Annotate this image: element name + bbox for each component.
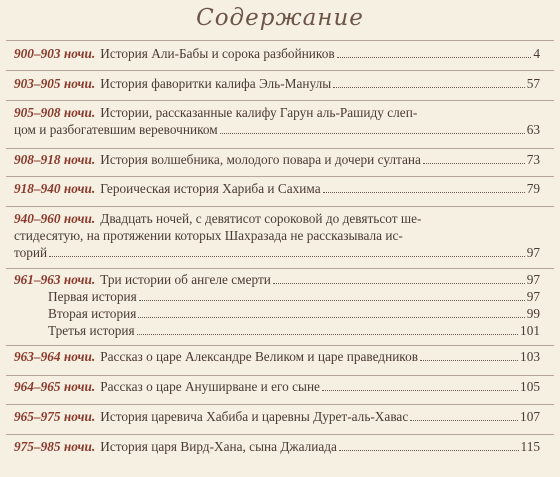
story-title: Рассказ о царе Ануширване и его сыне [100, 379, 320, 394]
toc-entry[interactable] [14, 104, 540, 138]
leader-dots [323, 192, 525, 193]
leader-dots [339, 450, 519, 451]
toc-entry[interactable] [14, 438, 540, 455]
leader-dots [423, 163, 525, 164]
divider [6, 100, 554, 101]
leader-dots [49, 256, 525, 257]
story-title-line: Истории, рассказанные калифу Гарун аль-Рашиду слеп- [100, 105, 418, 120]
sub-entry[interactable] [14, 305, 540, 322]
sub-entry[interactable] [14, 322, 540, 339]
toc-entry[interactable] [14, 378, 540, 395]
nights-range: 903–905 ночи. [14, 76, 96, 91]
page-number: 115 [520, 439, 540, 454]
story-title-line: цом и разбогатевшим веревочником [14, 122, 218, 137]
nights-range: 940–960 ночи. [14, 211, 96, 226]
page-number: 105 [520, 379, 540, 394]
sub-title: Вторая история [48, 306, 137, 321]
divider [6, 206, 554, 207]
page-title: Содержание [196, 5, 364, 31]
nights-range: 963–964 ночи. [14, 349, 96, 364]
page-number: 73 [526, 152, 540, 167]
story-title: История Али-Бабы и сорока разбойников [100, 46, 335, 61]
page-number: 4 [533, 46, 540, 61]
divider [6, 434, 554, 435]
page-number: 107 [520, 409, 540, 424]
nights-range: 964–965 ночи. [14, 379, 96, 394]
sub-title: Первая история [48, 289, 137, 304]
leader-dots [410, 420, 518, 421]
nights-range: 905–908 ночи. [14, 105, 96, 120]
leader-dots [220, 133, 525, 134]
leader-dots [137, 334, 518, 335]
nights-range: 965–975 ночи. [14, 409, 96, 424]
page-number: 99 [526, 306, 540, 321]
leader-dots [139, 300, 525, 301]
toc-entry[interactable] [14, 180, 540, 197]
leader-dots [138, 317, 524, 318]
page-number: 97 [526, 289, 540, 304]
divider [6, 176, 554, 177]
story-title: Героическая история Хариба и Сахима [100, 181, 321, 196]
divider [6, 148, 554, 149]
toc-entry[interactable] [14, 45, 540, 62]
toc-entry[interactable] [14, 408, 540, 425]
story-title: История царя Вирд-Хана, сына Джалиада [100, 439, 337, 454]
page-number: 97 [526, 272, 540, 287]
story-title-line: торий [14, 245, 48, 260]
leader-dots [420, 360, 518, 361]
leader-dots [337, 57, 532, 58]
nights-range: 975–985 ночи. [14, 439, 96, 454]
page-number: 103 [520, 349, 540, 364]
page-number: 63 [526, 122, 540, 137]
toc-entry[interactable] [14, 271, 540, 339]
divider [6, 70, 554, 71]
story-title: Рассказ о царе Александре Великом и царе праведников [100, 349, 419, 364]
story-title-line: стидесятую, на протяжении которых Шахразада не рассказывала ис- [14, 228, 403, 243]
divider [6, 40, 554, 41]
toc-entry[interactable] [14, 151, 540, 168]
sub-title: Третья история [48, 323, 135, 338]
leader-dots [333, 87, 525, 88]
page-number: 57 [526, 76, 540, 91]
nights-range: 961–963 ночи. [14, 272, 96, 287]
story-title: История фаворитки калифа Эль-Манулы [100, 76, 332, 91]
sub-entry[interactable] [14, 288, 540, 305]
nights-range: 900–903 ночи. [14, 46, 96, 61]
nights-range: 918–940 ночи. [14, 181, 96, 196]
toc-entry[interactable] [14, 75, 540, 92]
toc-entry[interactable] [14, 348, 540, 365]
divider [6, 345, 554, 346]
page-number: 101 [520, 323, 540, 338]
leader-dots [322, 390, 518, 391]
nights-range: 908–918 ночи. [14, 152, 96, 167]
page-number: 97 [526, 245, 540, 260]
toc-entry[interactable] [14, 210, 540, 261]
divider [6, 268, 554, 269]
story-title: История царевича Хабиба и царевны Дурет-аль-Хавас [100, 409, 409, 424]
divider [6, 404, 554, 405]
story-title-line: Двадцать ночей, с девятисот сороковой до девятьсот ше- [100, 211, 422, 226]
divider [6, 375, 554, 376]
story-title: История волшебника, молодого повара и дочери султана [100, 152, 421, 167]
story-title: Три истории об ангеле смерти [100, 272, 271, 287]
leader-dots [273, 283, 525, 284]
page-number: 79 [526, 181, 540, 196]
